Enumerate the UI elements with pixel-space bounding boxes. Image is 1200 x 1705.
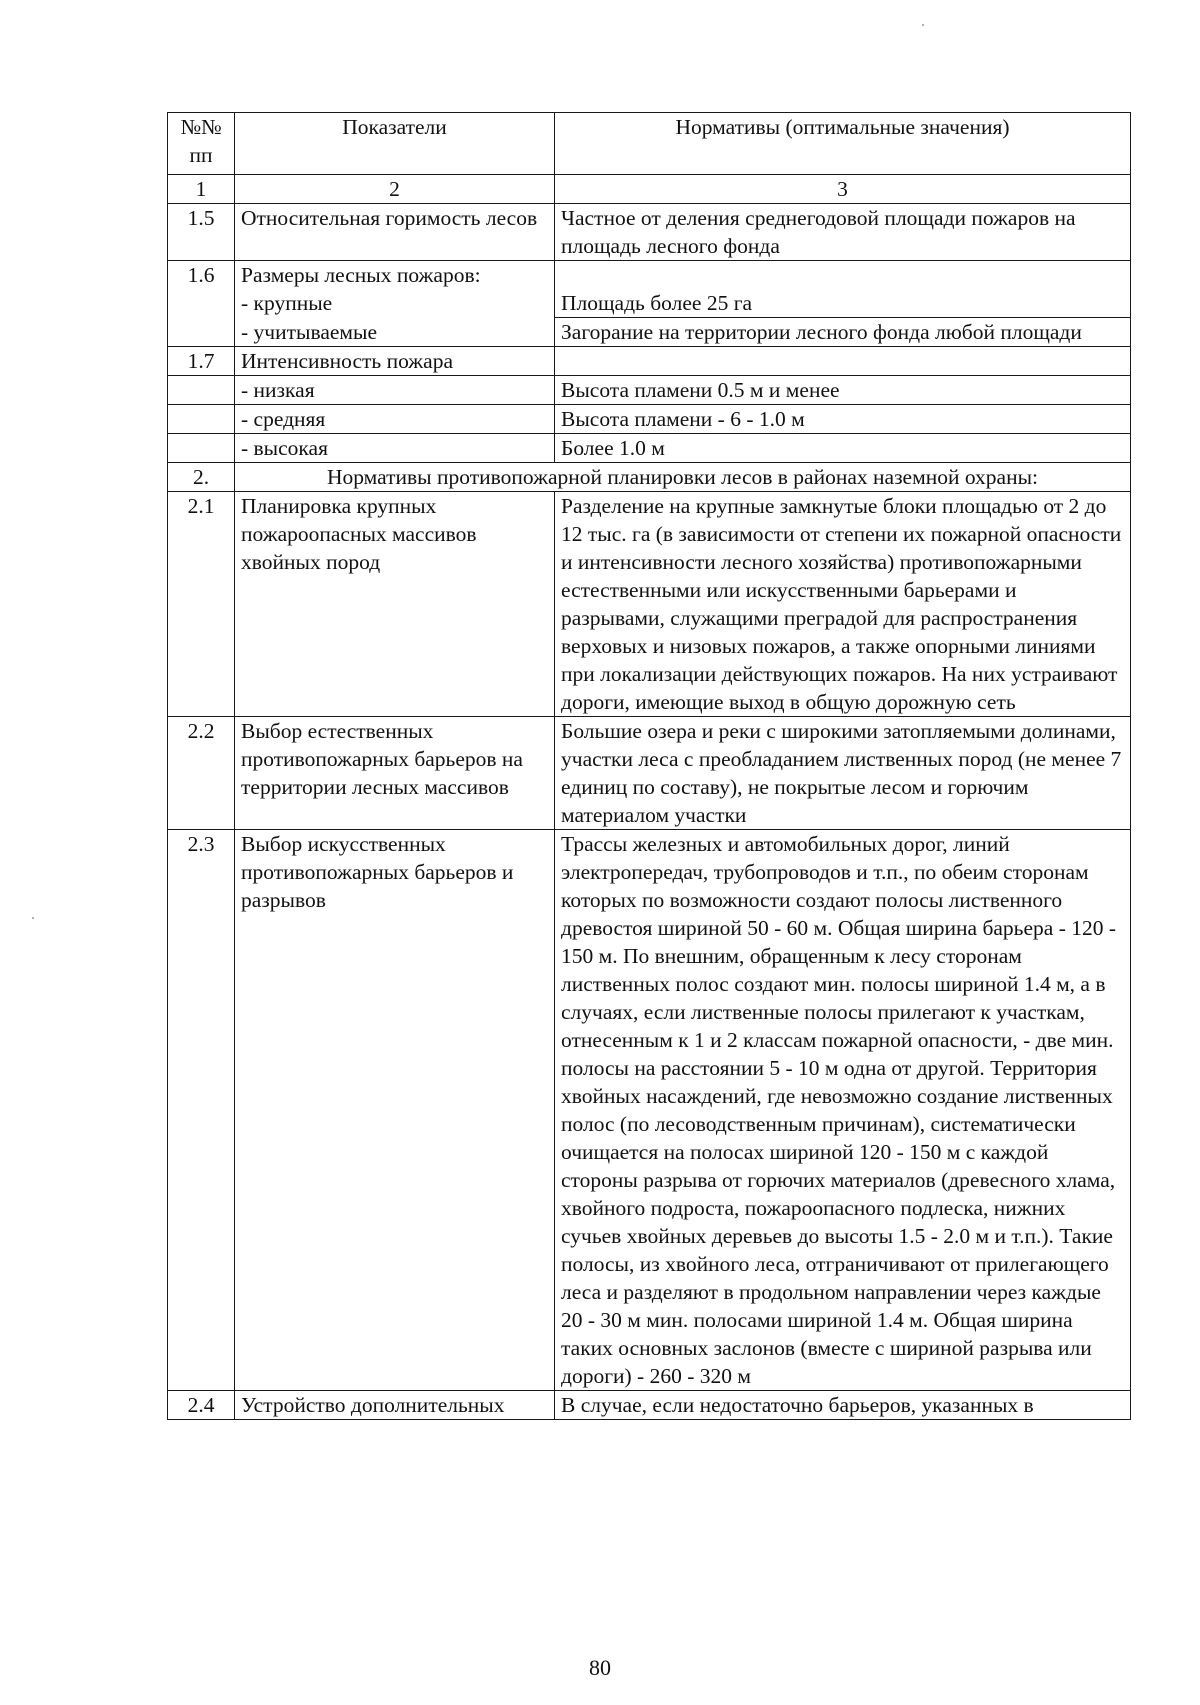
row-norm [555, 261, 1131, 318]
row-indicator: - низкая [235, 376, 555, 405]
header-col-indicators: Показатели [235, 113, 555, 175]
row-number-empty [168, 434, 235, 463]
row-indicator: Выбор искусственных противопожарных барьеров и разрывов [235, 830, 555, 1391]
scan-speck [922, 24, 924, 26]
row-norm: Разделение на крупные замкнутые блоки площадью от 2 до 12 тыс. га (в зависимости от степени их пожарной опасности и интенсивности лесного хозяйства) противопожарными естественными или искусственными барьерами и разрывами, служащими преградой для распространения верховых и низовых пожаров, а также опорными линиями при локализации действующих пожаров. На них устраивают дороги, имеющие выход в общую дорожную сеть [555, 492, 1131, 717]
header-col-number: №№ пп [168, 113, 235, 175]
colnum-2: 2 [235, 175, 555, 204]
row-norm: Большие озера и реки с широкими затопляемыми долинами, участки леса с преобладанием лиственных пород (не менее 7 единиц по составу), не покрытые лесом и горючим материалом участки [555, 717, 1131, 830]
table-row [168, 318, 1131, 347]
row-number-empty [168, 376, 235, 405]
row-number: 2.4 [168, 1391, 235, 1420]
scan-speck [32, 917, 34, 919]
colnum-3: 3 [555, 175, 1131, 204]
row-norm-empty [555, 347, 1131, 376]
norms-table [167, 112, 1131, 1420]
row-norm: Частное от деления среднегодовой площади пожаров на площадь лесного фонда [555, 204, 1131, 261]
table-row [168, 347, 1131, 376]
row-indicator-sub: - крупные [241, 291, 333, 315]
row-indicator: - средняя [235, 405, 555, 434]
page-number: 80 [589, 1655, 611, 1680]
row-norm-sub: Площадь более 25 га [561, 291, 753, 315]
row-number: 1.7 [168, 347, 235, 376]
row-norm: В случае, если недостаточно барьеров, указанных в [555, 1391, 1131, 1420]
table-row [168, 376, 1131, 405]
row-indicator-heading: Размеры лесных пожаров: [241, 263, 481, 287]
row-indicator: Относительная горимость лесов [235, 204, 555, 261]
section-title: Нормативы противопожарной планировки лесов в районах наземной охраны: [235, 463, 1131, 492]
colnum-1: 1 [168, 175, 235, 204]
table-row [168, 492, 1131, 717]
table-row [168, 434, 1131, 463]
row-indicator [235, 261, 555, 318]
row-number: 2.1 [168, 492, 235, 717]
table-header-row [168, 113, 1131, 175]
row-indicator: - учитываемые [235, 318, 555, 347]
row-indicator: Выбор естественных противопожарных барьеров на территории лесных массивов [235, 717, 555, 830]
column-numbers-row [168, 175, 1131, 204]
table-row [168, 1391, 1131, 1420]
row-norm: Более 1.0 м [555, 434, 1131, 463]
header-col-norms: Нормативы (оптимальные значения) [555, 113, 1131, 175]
row-number-empty [168, 318, 235, 347]
row-number: 1.5 [168, 204, 235, 261]
table-row [168, 405, 1131, 434]
row-number-empty [168, 405, 235, 434]
row-norm: Трассы железных и автомобильных дорог, линий электропередач, трубопроводов и т.п., по обеим сторонам которых по возможности создают полосы лиственного древостоя шириной 50 - 60 м. Общая ширина барьера - 120 - 150 м. По внешним, обращенным к лесу сторонам лиственных полос создают мин. полосы шириной 1.4 м, а в случаях, если лиственные полосы прилегают к участкам, отнесенным к 1 и 2 классам пожарной опасности, - две мин. полосы на расстоянии 5 - 10 м одна от другой. Территория хвойных насаждений, где невозможно создание лиственных полос (по лесоводственным причинам), систематически очищается на полосах шириной 120 - 150 м с каждой стороны разрыва от горючих материалов (древесного хлама, хвойного подроста, пожароопасного подлеска, нижних сучьев хвойных деревьев до высоты 1.5 - 2.0 м и т.п.). Такие полосы, из хвойного леса, отграничивают от прилегающего леса и разделяют в продольном направлении через каждые 20 - 30 м мин. полосами шириной 1.4 м. Общая ширина таких основных заслонов (вместе с шириной разрыва или дороги) - 260 - 320 м [555, 830, 1131, 1391]
row-indicator: Планировка крупных пожароопасных массивов хвойных пород [235, 492, 555, 717]
row-number: 2.3 [168, 830, 235, 1391]
row-number: 1.6 [168, 261, 235, 318]
row-indicator: Интенсивность пожара [235, 347, 555, 376]
row-indicator: Устройство дополнительных [235, 1391, 555, 1420]
table-row [168, 204, 1131, 261]
section-number: 2. [168, 463, 235, 492]
section-row [168, 463, 1131, 492]
row-norm: Загорание на территории лесного фонда любой площади [555, 318, 1131, 347]
row-norm: Высота пламени 0.5 м и менее [555, 376, 1131, 405]
row-norm: Высота пламени - 6 - 1.0 м [555, 405, 1131, 434]
table-row [168, 830, 1131, 1391]
row-indicator: - высокая [235, 434, 555, 463]
table-row [168, 717, 1131, 830]
table-row [168, 261, 1131, 318]
row-number: 2.2 [168, 717, 235, 830]
